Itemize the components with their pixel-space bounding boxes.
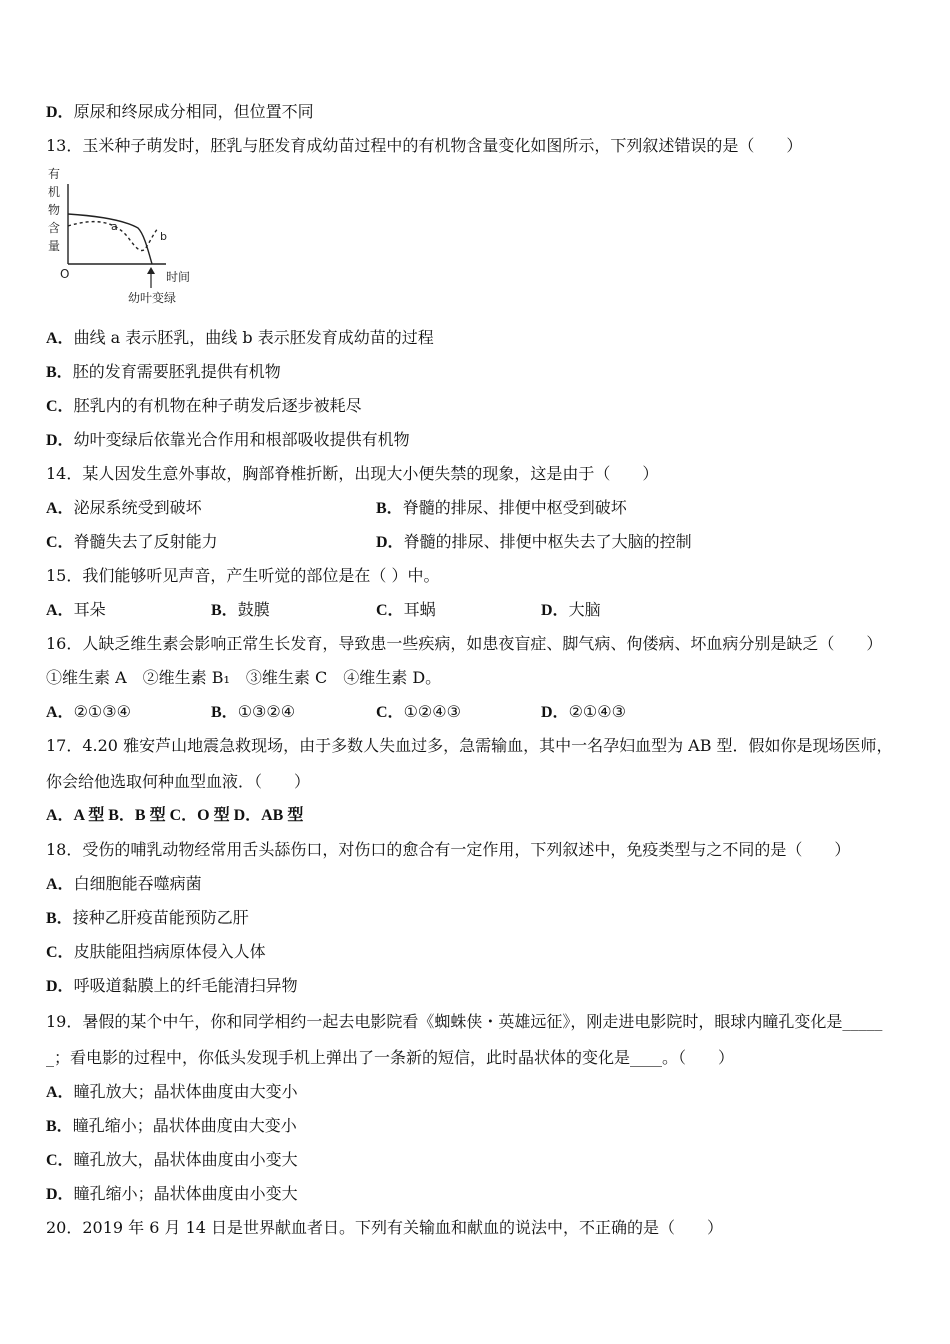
option-label: B． [46, 910, 73, 927]
option-label: D． [46, 104, 74, 121]
option-text: 鼓膜 [237, 600, 270, 619]
q13-option-c [46, 396, 362, 417]
option-label: D． [46, 1186, 74, 1203]
option-label: C． [46, 534, 74, 551]
option-text: 瞳孔放大；晶状体曲度由大变小 [73, 1082, 298, 1101]
option-label: C． [46, 398, 74, 415]
option-label: B． [46, 364, 73, 381]
q13-option-d [46, 430, 410, 451]
q15-option-d [541, 600, 601, 621]
q16-stem: 16．人缺乏维生素会影响正常生长发育，导致患一些疾病，如患夜盲症、脚气病、佝偻病、坏血病分别是缺乏（ ） [46, 634, 883, 653]
option-label: A． [46, 330, 74, 347]
option-text: 胚的发育需要胚乳提供有机物 [72, 362, 281, 381]
q17-stem-line2: 你会给他选取何种血型血液．（ ） [46, 772, 311, 791]
option-label: C． [376, 602, 404, 619]
curve-a [68, 214, 152, 264]
option-label: B． [46, 1118, 73, 1135]
option-text: 泌尿系统受到破坏 [73, 498, 202, 517]
option-text: 瞳孔放大，晶状体曲度由小变大 [73, 1150, 298, 1169]
option-text: 胚乳内的有机物在种子萌发后逐步被耗尽 [73, 396, 362, 415]
q13-stem: 13．玉米种子萌发时，胚乳与胚发育成幼苗过程中的有机物含量变化如图所示，下列叙述错误的是（ ） [46, 136, 803, 155]
option-label: B． [211, 602, 238, 619]
option-text: ②①④③ [568, 702, 626, 721]
q14-option-d [376, 532, 692, 553]
origin-label: O [60, 267, 70, 281]
q19-stem-line1: 19．暑假的某个中午，你和同学相约一起去电影院看《蜘蛛侠・英雄远征》，刚走进电影院时，眼球内瞳孔变化是_____ [46, 1012, 883, 1031]
option-label: A． [46, 500, 74, 517]
q19-option-a [46, 1082, 298, 1103]
option-label: D． [541, 704, 569, 721]
option-text: 瞳孔缩小；晶状体曲度由大变小 [72, 1116, 297, 1135]
option-text: 脊髓的排尿、排便中枢受到破坏 [402, 498, 627, 517]
option-label: C． [46, 944, 74, 961]
curve-b-label: b [160, 230, 167, 243]
option-text: 大脑 [568, 600, 601, 619]
q19-stem-line2: _；看电影的过程中，你低头发现手机上弹出了一条新的短信，此时晶状体的变化是____。（ ） [46, 1048, 735, 1067]
q15-stem: 15．我们能够听见声音，产生听觉的部位是在（ ）中。 [46, 566, 440, 585]
option-label: B． [376, 500, 403, 517]
option-text: 幼叶变绿后依靠光合作用和根部吸收提供有机物 [73, 430, 410, 449]
q13-option-a [46, 328, 434, 349]
ylabel-char: 物 [48, 203, 61, 217]
option-label: A． [46, 1084, 74, 1101]
ylabel-char: 有 [48, 167, 61, 181]
option-text: 脊髓的排尿、排便中枢失去了大脑的控制 [403, 532, 692, 551]
option-text: 皮肤能阻挡病原体侵入人体 [73, 942, 266, 961]
option-text: 耳蜗 [403, 600, 436, 619]
q15-option-c [376, 600, 436, 621]
option-text: 脊髓失去了反射能力 [73, 532, 218, 551]
ylabel-char: 量 [48, 239, 61, 253]
option-text: ①③②④ [237, 702, 296, 721]
q16-option-c [376, 702, 461, 723]
option-text: 耳朵 [73, 600, 106, 619]
option-text: 呼吸道黏膜上的纤毛能清扫异物 [73, 976, 298, 995]
q14-option-c [46, 532, 218, 553]
ylabel-char: 含 [48, 221, 61, 235]
q18-stem: 18．受伤的哺乳动物经常用舌头舔伤口，对伤口的愈合有一定作用，下列叙述中，免疫类型与之不同的是（ ） [46, 840, 851, 859]
q14-option-a [46, 498, 202, 519]
ylabel-char: 机 [48, 185, 61, 199]
q13-option-b [46, 362, 281, 383]
option-label: C． [376, 704, 404, 721]
option-text: ②①③④ [73, 702, 131, 721]
q16-option-a [46, 702, 131, 723]
q13-organic-matter-graph [44, 164, 204, 310]
q17-stem-line1: 17．4.20 雅安芦山地震急救现场，由于多数人失血过多，急需输血，其中一名孕妇血型为 AB 型．假如你是现场医师， [46, 736, 893, 755]
option-label: C． [46, 1152, 74, 1169]
option-text: 曲线 a 表示胚乳，曲线 b 表示胚发育成幼苗的过程 [73, 328, 434, 347]
q15-option-a [46, 600, 106, 621]
q12-option-d [46, 102, 314, 123]
q15-option-b [211, 600, 270, 621]
q19-option-b [46, 1116, 297, 1137]
option-label: A． [46, 704, 74, 721]
q14-option-b [376, 498, 627, 519]
option-text: 原尿和终尿成分相同，但位置不同 [73, 102, 314, 121]
q14-stem: 14．某人因发生意外事故，胸部脊椎折断，出现大小便失禁的现象，这是由于（ ） [46, 464, 659, 483]
q18-option-a [46, 874, 202, 895]
arrow-label: 幼叶变绿 [128, 291, 177, 305]
y-axis-label [48, 167, 60, 253]
arrow-icon [147, 267, 155, 274]
curve-a-label: a [111, 220, 118, 233]
q18-option-c [46, 942, 266, 963]
x-axis-label: 时间 [166, 270, 191, 284]
option-label: D． [376, 534, 404, 551]
q19-option-d [46, 1184, 298, 1205]
option-label: A． [46, 602, 74, 619]
option-text: ①②④③ [403, 702, 461, 721]
option-text: 接种乙肝疫苗能预防乙肝 [72, 908, 249, 927]
q16-items: ①维生素 A ②维生素 B₁ ③维生素 C ④维生素 D。 [46, 668, 442, 687]
q16-option-d [541, 702, 626, 723]
q19-option-c [46, 1150, 298, 1171]
option-text: 白细胞能吞噬病菌 [73, 874, 202, 893]
q18-option-d [46, 976, 298, 997]
q16-option-b [211, 702, 295, 723]
option-label: D． [541, 602, 569, 619]
q20-stem: 20．2019 年 6 月 14 日是世界献血者日。下列有关输血和献血的说法中，不正确的是（ ） [46, 1218, 724, 1237]
option-text: 瞳孔缩小；晶状体曲度由小变大 [73, 1184, 298, 1203]
option-label: D． [46, 978, 74, 995]
q17-options: A．A 型 B．B 型 C．O 型 D．AB 型 [46, 807, 304, 824]
option-label: D． [46, 432, 74, 449]
option-label: A． [46, 876, 74, 893]
q18-option-b [46, 908, 249, 929]
option-label: B． [211, 704, 238, 721]
